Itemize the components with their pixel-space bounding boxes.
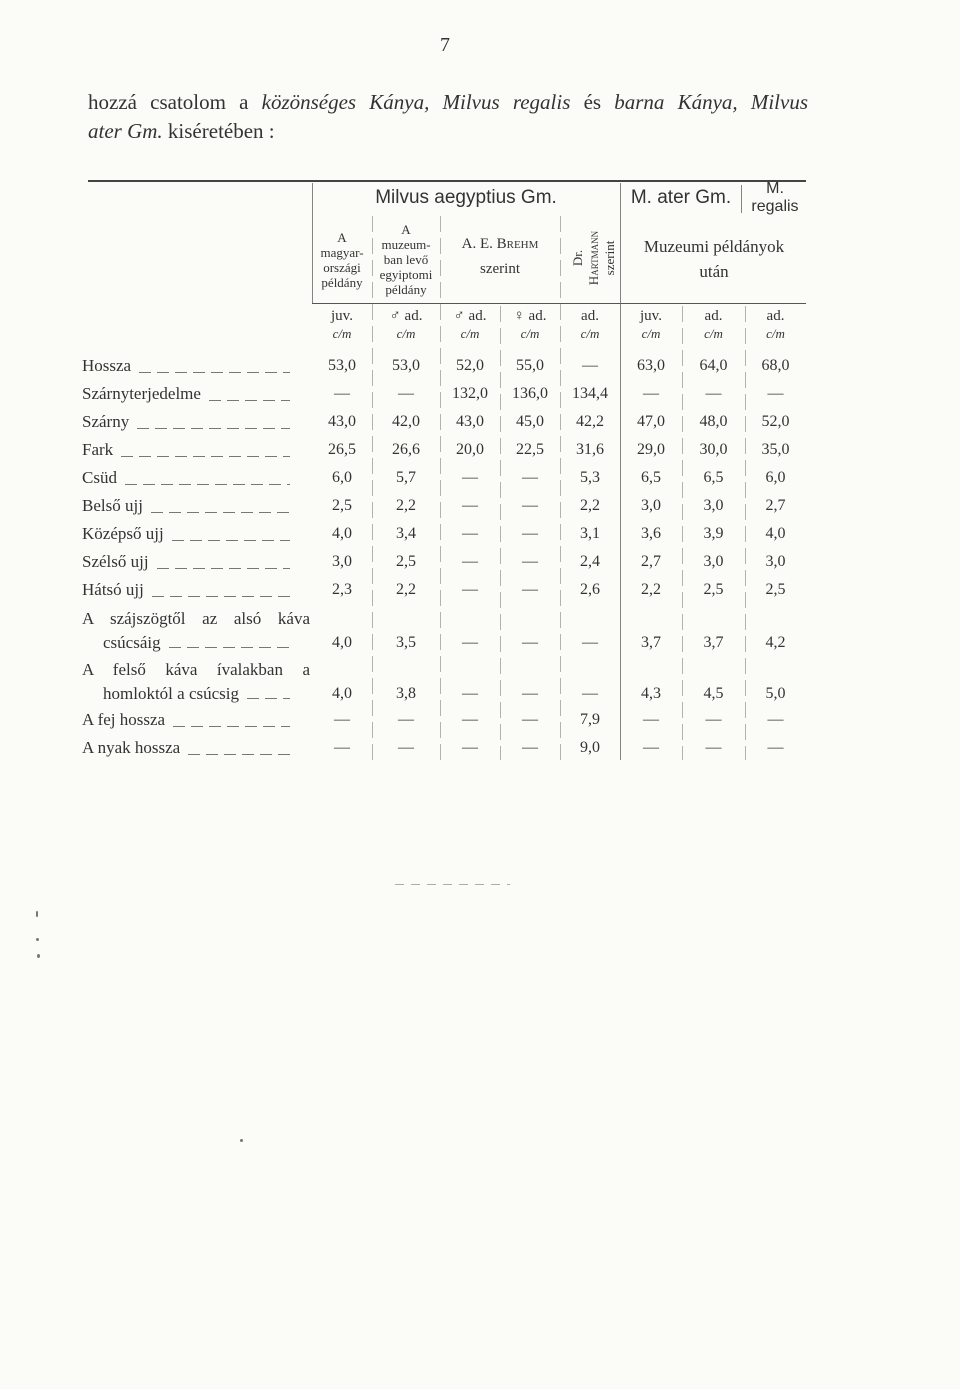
- group-header-regalis-line: M.: [766, 180, 784, 197]
- column-label: [682, 306, 745, 342]
- source-header-line: Muzeumi példányok: [643, 237, 785, 256]
- unit-label: c/m: [460, 326, 480, 341]
- scan-artifact: [395, 884, 510, 885]
- table-cell: 3,0: [765, 553, 786, 570]
- row-label: [80, 520, 312, 548]
- source-header-line: példány: [321, 275, 363, 290]
- source-header-line: Hartmann: [586, 230, 601, 286]
- column-label-text: ♂ ad.: [389, 308, 423, 324]
- table-row: [80, 380, 806, 408]
- table-cell: —: [522, 685, 538, 702]
- table-cell: 4,0: [332, 685, 352, 702]
- row-label-line: [82, 734, 310, 762]
- row-label-text: A fej hossza: [82, 710, 166, 729]
- table-row: [80, 464, 806, 492]
- row-label-text: homloktól a csúcsig: [103, 684, 239, 703]
- table-cell: —: [462, 711, 478, 728]
- leader-dots: [152, 596, 290, 597]
- row-label-line: [82, 631, 310, 655]
- table-cell: —: [462, 469, 478, 486]
- scan-artifact: [36, 911, 38, 917]
- row-label: [80, 607, 312, 655]
- row-label-line: [82, 682, 310, 706]
- table-row: [80, 436, 806, 464]
- row-label: [80, 408, 312, 436]
- column-label: [500, 306, 560, 342]
- table-cell: 5,7: [396, 469, 416, 486]
- leader-dots: [121, 456, 290, 457]
- intro-line-2: [88, 117, 808, 145]
- table-cell: —: [767, 739, 784, 756]
- table-cell: —: [582, 685, 598, 702]
- row-label-line: [82, 492, 310, 520]
- leader-dots: [157, 568, 290, 569]
- table-cell: 4,3: [641, 685, 661, 702]
- source-header-brehm: [440, 232, 560, 282]
- source-header-museum-specimens: [620, 234, 808, 284]
- table-row: [80, 576, 806, 604]
- source-header-line: A. E. Brehm: [461, 236, 539, 252]
- table-cell: 4,5: [703, 685, 724, 702]
- table-cell: 2,7: [765, 497, 786, 514]
- row-label-text: Középső ujj: [82, 524, 164, 543]
- unit-label: c/m: [580, 326, 600, 341]
- table-cell: 6,5: [703, 469, 724, 486]
- column-label-text: juv.: [331, 308, 353, 324]
- table-header-rule: [312, 303, 806, 304]
- table-cell: 64,0: [699, 357, 728, 374]
- leader-dots: [173, 726, 290, 727]
- table-row: [80, 604, 806, 655]
- table-cell: 9,0: [580, 739, 600, 756]
- intro-text: hozzá csatolom a: [88, 90, 262, 114]
- column-label: [372, 306, 440, 342]
- row-label: [80, 436, 312, 464]
- source-header-line: szerint: [480, 261, 520, 277]
- source-header-line: országi: [323, 260, 361, 275]
- table-top-rule: [88, 180, 806, 182]
- row-label-text: csúcsáig: [103, 633, 161, 652]
- table-cell: —: [643, 739, 659, 756]
- column-label-spacer: [80, 306, 312, 342]
- row-label-text: Hossza: [82, 356, 132, 375]
- column-label-text: ad.: [581, 308, 599, 324]
- table-cell: —: [522, 525, 538, 542]
- row-label-line: [82, 607, 310, 631]
- leader-dots: [247, 698, 290, 699]
- leader-dots: [209, 400, 290, 401]
- table-cell: 2,7: [641, 553, 661, 570]
- table-cell: —: [767, 711, 784, 728]
- table-cell: 2,4: [580, 553, 600, 570]
- table-row: [80, 706, 806, 734]
- table-cell: 5,3: [580, 469, 600, 486]
- table-row: [80, 655, 806, 706]
- source-header-line: egyiptomi: [379, 267, 433, 282]
- row-label-line: [82, 706, 310, 734]
- source-header-line: muzeum-: [381, 237, 431, 252]
- row-label: [80, 548, 312, 576]
- table-cell: 31,6: [576, 441, 604, 458]
- table-cell: —: [522, 634, 538, 651]
- source-header-line: után: [699, 262, 729, 281]
- row-label: [80, 352, 312, 380]
- measurement-table-body: [80, 352, 806, 762]
- table-cell: 3,6: [641, 525, 661, 542]
- row-label: [80, 492, 312, 520]
- table-cell: —: [705, 385, 722, 402]
- row-label-text: Szárnyterjedelme: [82, 384, 201, 403]
- row-label-text: A szájszögtől az alsó káva: [82, 609, 310, 628]
- row-label: [80, 576, 312, 604]
- source-header-line: ban levő: [383, 252, 429, 267]
- column-label: [312, 306, 372, 342]
- table-cell: —: [705, 711, 722, 728]
- table-cell: 2,5: [703, 581, 724, 598]
- scan-artifact: [37, 954, 40, 958]
- table-cell: —: [462, 497, 478, 514]
- table-cell: 3,8: [396, 685, 416, 702]
- table-cell: 4,0: [765, 525, 786, 542]
- row-label-line: [82, 436, 310, 464]
- row-label-line: [82, 548, 310, 576]
- column-label-text: ♀ ad.: [513, 308, 547, 324]
- row-label-text: Hátsó ujj: [82, 580, 144, 599]
- unit-label: c/m: [332, 326, 352, 341]
- row-label-text: Csüd: [82, 468, 117, 487]
- group-header-regalis-line: regalis: [751, 198, 799, 215]
- intro-text: és: [570, 90, 615, 114]
- row-label-line: [82, 352, 310, 380]
- table-cell: —: [522, 739, 538, 756]
- table-cell: 42,2: [576, 413, 604, 430]
- table-row: [80, 408, 806, 436]
- table-cell: —: [767, 385, 784, 402]
- table-cell: —: [522, 711, 538, 728]
- table-cell: —: [705, 739, 722, 756]
- table-cell: 3,1: [580, 525, 600, 542]
- row-label: [80, 658, 312, 706]
- table-cell: —: [582, 634, 598, 651]
- table-cell: 2,2: [641, 581, 661, 598]
- table-cell: —: [462, 581, 478, 598]
- table-cell: 6,5: [641, 469, 661, 486]
- row-label-line: [82, 520, 310, 548]
- table-cell: 42,0: [392, 413, 420, 430]
- source-header-hungarian: [312, 230, 372, 290]
- table-cell: 2,6: [580, 581, 600, 598]
- table-cell: 2,5: [765, 581, 786, 598]
- table-cell: 3,5: [396, 634, 416, 651]
- group-header-aegyptius: Milvus aegyptius Gm.: [375, 187, 557, 208]
- table-row: [80, 734, 806, 762]
- table-cell: 3,0: [332, 553, 352, 570]
- table-row: [80, 520, 806, 548]
- group-header-regalis: [742, 180, 808, 216]
- row-label: [80, 734, 312, 762]
- column-label: [745, 306, 806, 342]
- column-label: [620, 306, 682, 342]
- source-header-museum-egypt: [372, 222, 440, 297]
- table-cell: 22,5: [516, 441, 544, 458]
- table-cell: 48,0: [699, 413, 728, 430]
- table-cell: 5,0: [765, 685, 786, 702]
- table-cell: —: [462, 634, 478, 651]
- column-label-row: [80, 306, 806, 342]
- column-label-text: juv.: [640, 308, 662, 324]
- table-cell: 3,7: [641, 634, 661, 651]
- column-label: [440, 306, 500, 342]
- table-row: [80, 492, 806, 520]
- intro-line-1: [88, 88, 808, 116]
- table-cell: 53,0: [392, 357, 420, 374]
- table-cell: 43,0: [456, 413, 484, 430]
- table-cell: —: [522, 581, 538, 598]
- table-cell: 2,5: [396, 553, 416, 570]
- leader-dots: [125, 484, 290, 485]
- table-cell: —: [462, 553, 478, 570]
- table-cell: —: [522, 469, 538, 486]
- table-cell: —: [398, 385, 414, 402]
- unit-label: c/m: [704, 326, 723, 341]
- row-label-text: A nyak hossza: [82, 738, 181, 757]
- table-cell: 63,0: [637, 357, 665, 374]
- source-header-line: Dr.: [570, 249, 585, 267]
- row-label-line: [82, 408, 310, 436]
- row-label: [80, 706, 312, 734]
- source-header-line: A: [401, 222, 411, 237]
- table-cell: 43,0: [328, 413, 356, 430]
- table-cell: 136,0: [512, 385, 548, 402]
- row-label-line: [82, 576, 310, 604]
- table-row: [80, 352, 806, 380]
- table-cell: 3,0: [703, 497, 724, 514]
- table-cell: 3,0: [641, 497, 661, 514]
- row-label: [80, 380, 312, 408]
- table-cell: —: [522, 497, 538, 514]
- table-cell: 30,0: [699, 441, 728, 458]
- table-cell: 2,2: [580, 497, 600, 514]
- table-cell: 4,0: [332, 634, 352, 651]
- table-cell: 3,4: [396, 525, 416, 542]
- table-cell: —: [462, 525, 478, 542]
- table-cell: 2,3: [332, 581, 352, 598]
- unit-label: c/m: [641, 326, 661, 341]
- row-label-text: Belső ujj: [82, 496, 143, 515]
- table-cell: 52,0: [456, 357, 484, 374]
- row-label: [80, 464, 312, 492]
- table-cell: 3,9: [703, 525, 724, 542]
- leader-dots: [172, 540, 290, 541]
- row-label-text: Szárny: [82, 412, 130, 431]
- intro-species-name: ater Gm.: [88, 119, 163, 143]
- table-cell: 52,0: [761, 413, 790, 430]
- table-cell: 55,0: [516, 357, 544, 374]
- table-cell: 20,0: [456, 441, 484, 458]
- column-label: [560, 306, 620, 342]
- source-header-line: magyar-: [320, 245, 364, 260]
- leader-dots: [139, 372, 290, 373]
- table-cell: 132,0: [452, 385, 488, 402]
- intro-text: kiséretében :: [162, 119, 275, 143]
- scan-artifact: [240, 1139, 243, 1142]
- table-cell: —: [398, 739, 414, 756]
- unit-label: c/m: [766, 326, 785, 341]
- table-cell: 29,0: [637, 441, 665, 458]
- table-cell: —: [334, 385, 350, 402]
- table-cell: 35,0: [761, 441, 790, 458]
- column-label-text: ad.: [766, 308, 785, 324]
- row-label-line: [82, 658, 310, 682]
- table-cell: 7,9: [580, 711, 600, 728]
- unit-label: c/m: [520, 326, 540, 341]
- group-header-ater: M. ater Gm.: [630, 187, 732, 208]
- table-cell: 6,0: [765, 469, 786, 486]
- table-cell: 2,2: [396, 497, 416, 514]
- column-label-text: ♂ ad.: [453, 308, 487, 324]
- table-cell: 134,4: [572, 385, 608, 402]
- table-cell: 26,5: [328, 441, 356, 458]
- table-row: [80, 548, 806, 576]
- source-header-line: szerint: [602, 240, 617, 276]
- intro-species-name: közönséges Kánya, Milvus regalis: [261, 90, 571, 114]
- table-cell: 4,0: [332, 525, 352, 542]
- table-cell: —: [462, 685, 478, 702]
- table-cell: 26,6: [392, 441, 420, 458]
- table-cell: —: [334, 739, 350, 756]
- table-cell: —: [522, 553, 538, 570]
- table-cell: —: [334, 711, 350, 728]
- column-label-text: ad.: [704, 308, 723, 324]
- source-header-hartmann: [570, 213, 618, 303]
- table-cell: 3,7: [703, 634, 724, 651]
- table-cell: —: [643, 385, 659, 402]
- table-cell: 45,0: [516, 413, 544, 430]
- leader-dots: [137, 428, 290, 429]
- table-cell: —: [643, 711, 659, 728]
- table-cell: 47,0: [637, 413, 665, 430]
- row-label-text: Szélső ujj: [82, 552, 149, 571]
- table-cell: 68,0: [761, 357, 790, 374]
- table-cell: —: [462, 739, 478, 756]
- scan-artifact: [36, 938, 39, 941]
- leader-dots: [151, 512, 290, 513]
- table-cell: —: [582, 357, 598, 374]
- source-header-line: A: [337, 230, 347, 245]
- table-cell: 3,0: [703, 553, 724, 570]
- leader-dots: [188, 754, 290, 755]
- unit-label: c/m: [396, 326, 416, 341]
- intro-species-name: barna Kánya, Milvus: [614, 90, 808, 114]
- row-label-text: A felső káva ívalakban a: [82, 660, 310, 679]
- row-label-line: [82, 380, 310, 408]
- table-cell: 6,0: [332, 469, 352, 486]
- row-label-line: [82, 464, 310, 492]
- table-cell: 53,0: [328, 357, 356, 374]
- leader-dots: [169, 647, 290, 648]
- table-cell: —: [398, 711, 414, 728]
- page-number: 7: [440, 34, 450, 56]
- table-cell: 4,2: [765, 634, 786, 651]
- table-cell: 2,2: [396, 581, 416, 598]
- row-label-text: Fark: [82, 440, 114, 459]
- table-cell: 2,5: [332, 497, 352, 514]
- source-header-line: példány: [385, 282, 427, 297]
